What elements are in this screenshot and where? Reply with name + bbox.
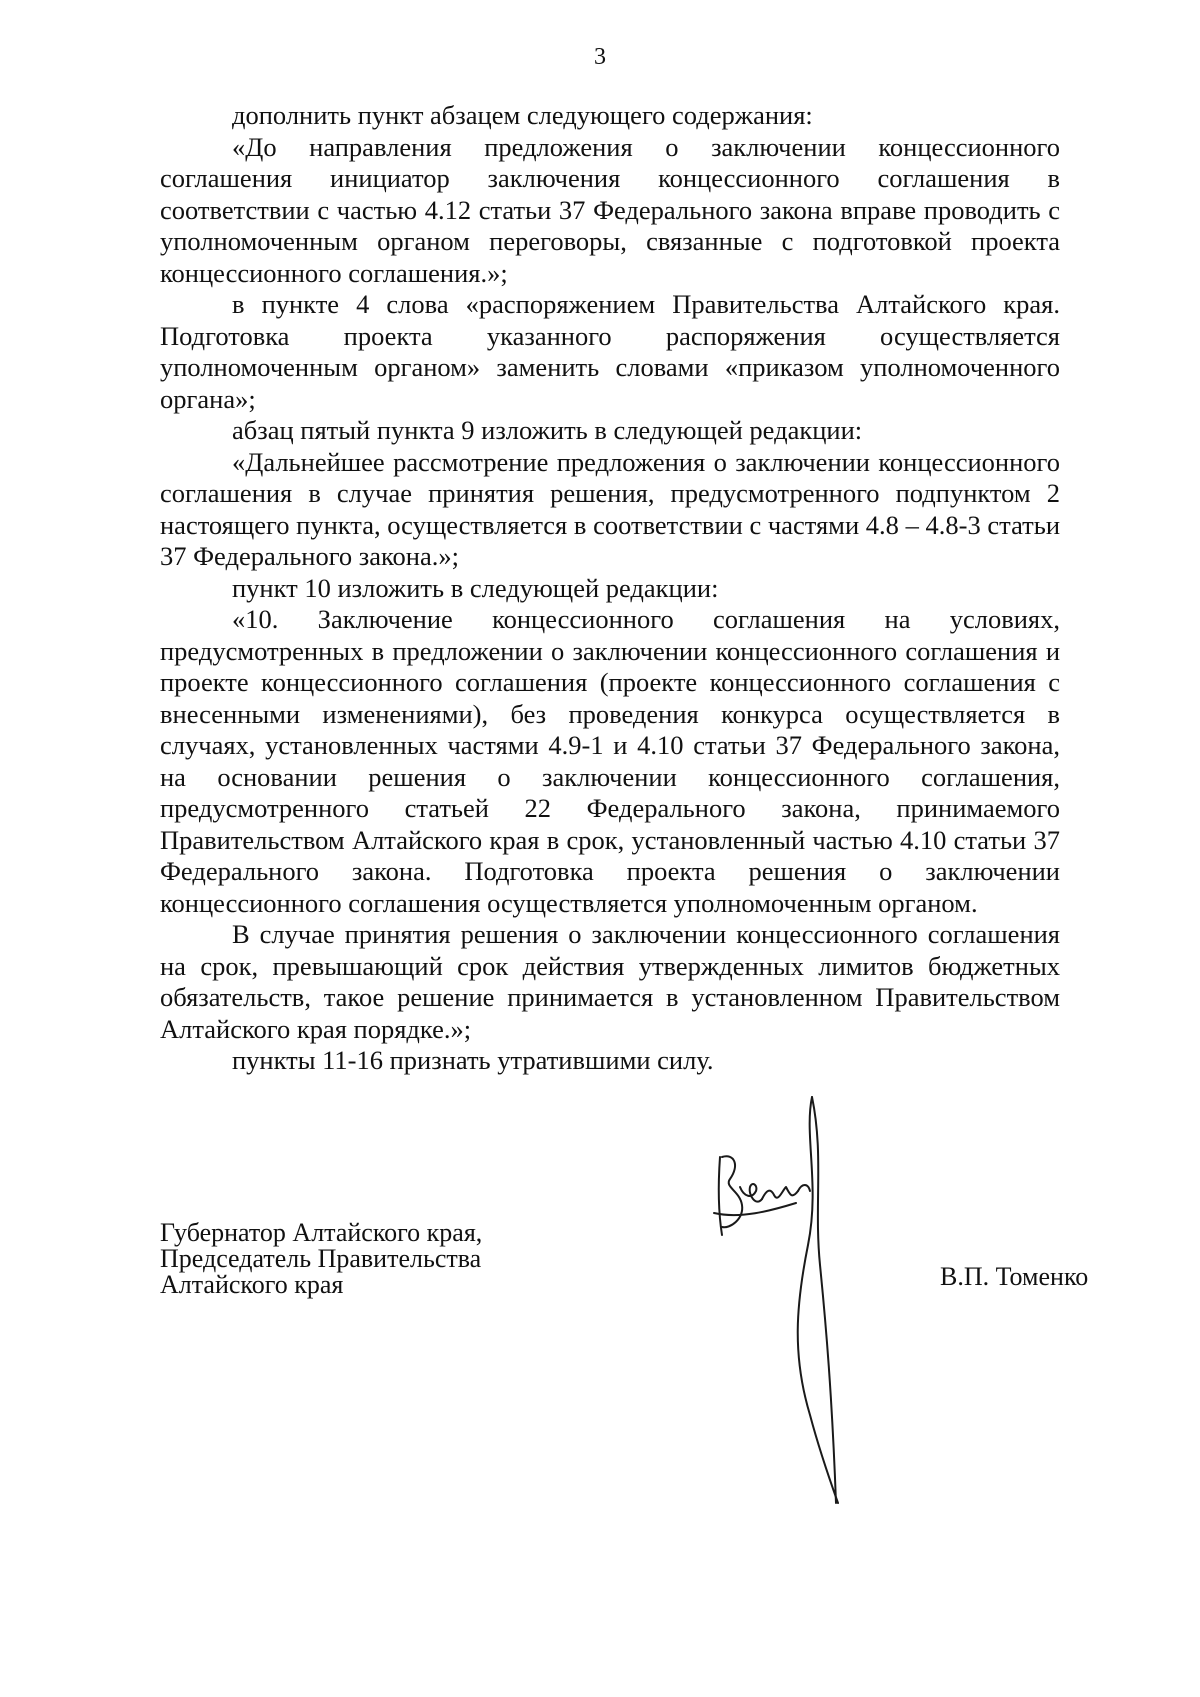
- paragraph: «10. Заключение концессионного соглашения на условиях, предусмотренных в предложении о заключении концессионного соглашения и проекте концессионного соглашения (проекте концессионного соглашения с внесенными изменениями), без проведения конкурса осуществляется в случаях, установленных частями 4.9-1 и 4.10 статьи 37 Федерального закона, на основании решения о заключении концессионного соглашения, предусмотренного статьей 22 Федерального закона, принимаемого Правительством Алтайского края в срок, установленный частью 4.10 статьи 37 Федерального закона. Подготовка проекта решения о заключении концессионного соглашения осуществляется уполномоченным органом.: [160, 604, 1060, 918]
- signatory-title-line: Губернатор Алтайского края,: [160, 1218, 483, 1247]
- paragraph: пункты 11-16 признать утратившими силу.: [232, 1045, 714, 1075]
- signatory-title-line: Председатель Правительства: [160, 1244, 482, 1273]
- document-body: [160, 100, 1060, 1077]
- paragraph: дополнить пункт абзацем следующего содержания:: [232, 100, 813, 130]
- paragraph: в пункте 4 слова «распоряжением Правительства Алтайского края. Подготовка проекта указанного распоряжения осуществляется уполномоченным органом» заменить словами «приказом уполномоченного органа»;: [160, 289, 1060, 414]
- signatory-title-line: Алтайского края: [160, 1270, 344, 1299]
- page-number: 3: [594, 44, 606, 70]
- paragraph: В случае принятия решения о заключении концессионного соглашения на срок, превышающий срок действия утвержденных лимитов бюджетных обязательств, такое решение принимается в установленном Правительством Алтайского края порядке.»;: [160, 919, 1060, 1044]
- paragraph: пункт 10 изложить в следующей редакции:: [232, 572, 719, 603]
- paragraph: «Дальнейшее рассмотрение предложения о заключении концессионного соглашения в случае принятия решения, предусмотренного подпунктом 2 настоящего пункта, осуществляется в соответствии с частями 4.8 – 4.8-3 статьи 37 Федерального закона.»;: [160, 446, 1060, 571]
- signatory-name: В.П. Томенко: [940, 1262, 1089, 1291]
- paragraph: «До направления предложения о заключении концессионного соглашения инициатор заключения концессионного соглашения в соответствии с частью 4.12 статьи 37 Федерального закона вправе проводить с уполномоченным органом переговоры, связанные с подготовкой проекта концессионного соглашения.»;: [160, 131, 1060, 288]
- handwritten-signature-icon: [700, 1095, 870, 1505]
- paragraph: абзац пятый пункта 9 изложить в следующей редакции:: [232, 415, 863, 445]
- signatory-title: [160, 1220, 482, 1298]
